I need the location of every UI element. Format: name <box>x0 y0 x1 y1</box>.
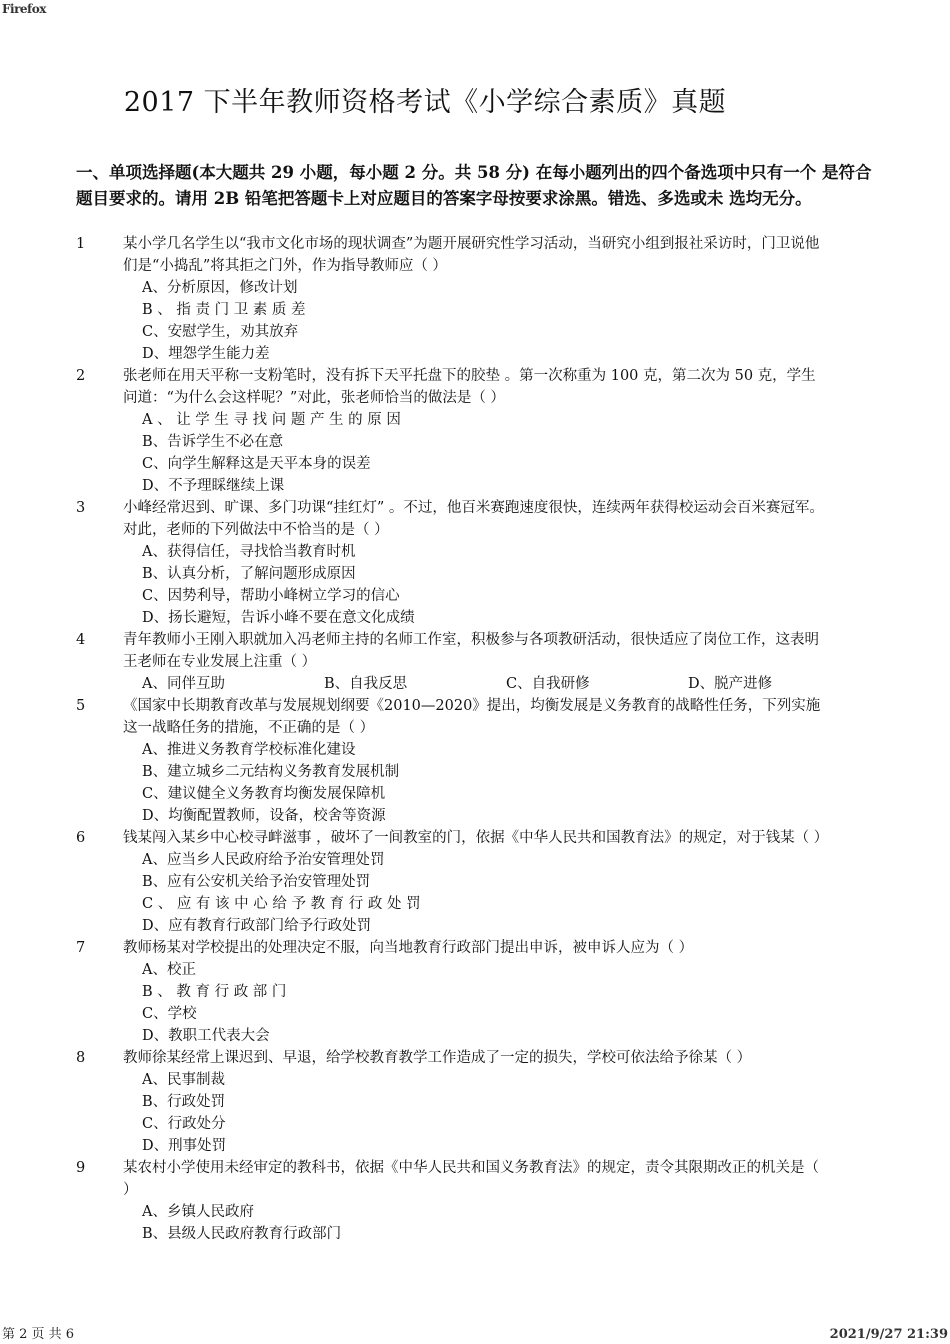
option-d: D、应有教育行政部门给予行政处罚 <box>142 918 372 934</box>
option-list <box>142 541 950 629</box>
browser-header <box>2 2 46 16</box>
option-b: B、认真分析，了解问题形成原因 <box>142 566 356 582</box>
question-stem: 张老师在用天平称一支粉笔时，没有拆下天平托盘下的胶垫 。第一次称重为 100 克，第二次为 50 克，学生问道：“为什么会这样呢？”对此，张老师恰当的做法是（ ） <box>123 368 816 406</box>
option-b: B、自我反思 <box>324 676 408 692</box>
option-d: D、不予理睬继续上课 <box>142 478 285 494</box>
question-stem: 小峰经常迟到、旷课、多门功课“挂红灯” 。不过，他百米赛跑速度很快，连续两年获得校运动会百米赛冠军。对此，老师的下列做法中不恰当的是（ ） <box>123 500 824 538</box>
question-number: 3 <box>76 500 86 516</box>
question-number: 5 <box>76 698 86 714</box>
option-a: A、获得信任，寻找恰当教育时机 <box>142 544 356 560</box>
question-1 <box>0 233 950 365</box>
app-name: Firefox <box>2 2 46 16</box>
option-b: B、行政处罚 <box>142 1094 226 1110</box>
option-list <box>142 1201 950 1245</box>
question-7 <box>0 937 950 1047</box>
question-number: 7 <box>76 940 86 956</box>
option-list <box>142 959 950 1047</box>
option-d: D、刑事处罚 <box>142 1138 227 1154</box>
option-b: B、县级人民政府教育行政部门 <box>142 1226 342 1242</box>
option-b: B、应有公安机关给予治安管理处罚 <box>142 874 371 890</box>
option-c: C、因势利导，帮助小峰树立学习的信心 <box>142 588 400 604</box>
option-b: B 、 教 育 行 政 部 门 <box>142 984 287 1000</box>
option-b: B、告诉学生不必在意 <box>142 434 284 450</box>
option-a: A、分析原因，修改计划 <box>142 280 298 296</box>
question-stem: 钱某闯入某乡中心校寻衅滋事 ，破坏了一间教室的门，依据《中华人民共和国教育法》的规定，对于钱某（ ） <box>123 830 829 846</box>
option-a: A、校正 <box>142 962 196 978</box>
option-b: B 、 指 责 门 卫 素 质 差 <box>142 302 306 318</box>
option-a: A 、 让 学 生 寻 找 问 题 产 生 的 原 因 <box>142 412 401 428</box>
question-4 <box>0 629 950 695</box>
print-datetime: 2021/9/27 21:39 <box>829 1327 948 1342</box>
question-stem: 某农村小学使用未经审定的教科书，依据《中华人民共和国义务教育法》的规定，责令其限期改正的机关是（ ） <box>123 1160 819 1198</box>
option-c: C、学校 <box>142 1006 197 1022</box>
question-list <box>0 233 950 1245</box>
question-stem: 《国家中长期教育改革与发展规划纲要《2010—2020》提出，均衡发展是义务教育的战略性任务，下列实施这一战略任务的措施，不正确的是（ ） <box>123 698 821 736</box>
question-9 <box>0 1157 950 1245</box>
question-stem: 某小学几名学生以“我市文化市场的现状调查”为题开展研究性学习活动，当研究小组到报社采访时，门卫说他们是“小捣乱”将其拒之门外，作为指导教师应（ ） <box>123 236 820 274</box>
section-heading: 一、单项选择题(本大题共 29 小题，每小题 2 分。共 58 分) 在每小题列出的四个备选项中只有一个 是符合题目要求的。请用 2B 铅笔把答题卡上对应题目的答案字母按要求涂黑。错选、多选或未 选均无分。 <box>76 163 872 208</box>
option-b: B、建立城乡二元结构义务教育发展机制 <box>142 764 400 780</box>
option-a: A、同伴互助 <box>142 676 225 692</box>
option-d: D、扬长避短，告诉小峰不要在意文化成绩 <box>142 610 415 626</box>
option-row <box>142 673 950 695</box>
question-number: 6 <box>76 830 86 846</box>
option-d: D、均衡配置教师，设备，校舍等资源 <box>142 808 386 824</box>
option-c: C、向学生解释这是天平本身的误差 <box>142 456 371 472</box>
question-2 <box>0 365 950 497</box>
question-number: 4 <box>76 632 86 648</box>
page-number: 第 2 页 共 6 <box>2 1327 75 1342</box>
option-list <box>142 409 950 497</box>
option-list <box>142 277 950 365</box>
question-stem: 教师杨某对学校提出的处理决定不服，向当地教育行政部门提出申诉，被申诉人应为（ ） <box>123 940 694 956</box>
question-number: 9 <box>76 1160 86 1176</box>
question-number: 1 <box>76 236 86 252</box>
option-list <box>142 739 950 827</box>
question-8 <box>0 1047 950 1157</box>
option-d: D、脱产进修 <box>688 676 773 692</box>
option-c: C 、 应 有 该 中 心 给 予 教 育 行 政 处 罚 <box>142 896 421 912</box>
question-6 <box>0 827 950 937</box>
option-a: A、应当乡人民政府给予治安管理处罚 <box>142 852 385 868</box>
option-list <box>142 849 950 937</box>
option-d: D、教职工代表大会 <box>142 1028 270 1044</box>
question-number: 8 <box>76 1050 86 1066</box>
option-c: C、安慰学生，劝其放弃 <box>142 324 299 340</box>
question-3 <box>0 497 950 629</box>
question-number: 2 <box>76 368 86 384</box>
option-list <box>142 1069 950 1157</box>
option-a: A、乡镇人民政府 <box>142 1204 254 1220</box>
option-d: D、埋怨学生能力差 <box>142 346 270 362</box>
option-c: C、行政处分 <box>142 1116 226 1132</box>
question-stem: 青年教师小王刚入职就加入冯老师主持的名师工作室，积极参与各项教研活动，很快适应了岗位工作，这表明王老师在专业发展上注重（ ） <box>123 632 819 670</box>
option-c: C、建议健全义务教育均衡发展保障机 <box>142 786 386 802</box>
option-c: C、自我研修 <box>506 676 590 692</box>
option-a: A、民事制裁 <box>142 1072 225 1088</box>
option-a: A、推进义务教育学校标准化建设 <box>142 742 356 758</box>
page-title: 2017 下半年教师资格考试《小学综合素质》真题 <box>123 87 727 118</box>
question-stem: 教师徐某经常上课迟到、早退，给学校教育教学工作造成了一定的损失，学校可依法给予徐某（ ） <box>123 1050 752 1066</box>
question-5 <box>0 695 950 827</box>
